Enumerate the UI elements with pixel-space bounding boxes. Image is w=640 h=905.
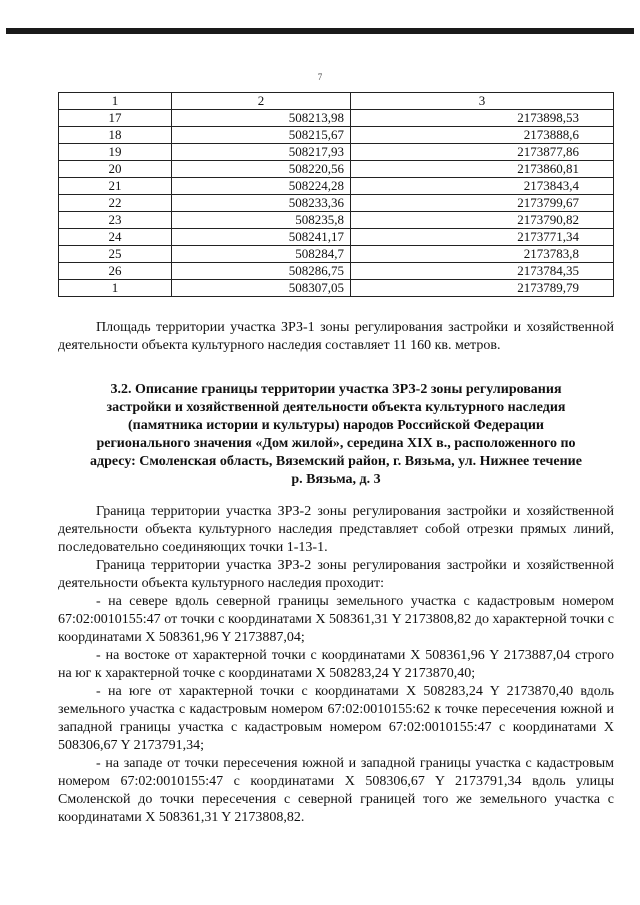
- heading-line: р. Вязьма, д. 3: [291, 472, 381, 487]
- table-row: [59, 144, 614, 161]
- point-number: 17: [59, 110, 172, 127]
- table-row: [59, 246, 614, 263]
- point-number: 21: [59, 178, 172, 195]
- table-row: [59, 263, 614, 280]
- coord-y: 2173790,82: [351, 212, 614, 229]
- heading-line: (памятника истории и культуры) народов Российской Федерации: [128, 418, 544, 433]
- boundary-south: - на юге от характерной точки с координатами X 508283,24 Y 2173870,40 вдоль земельного участка с кадастровым номером 67:02:0010155:62 к точке пересечения южной и западной границы участка с кадастровым номером 67:02:0010155:47 с координатами X 508306,67 Y 2173791,34;: [58, 684, 614, 753]
- section-heading: [58, 381, 614, 489]
- coord-y: 2173783,8: [351, 246, 614, 263]
- coord-x: 508213,98: [172, 110, 351, 127]
- page-number: 7: [317, 72, 323, 82]
- coord-x: 508241,17: [172, 229, 351, 246]
- area-paragraph: Площадь территории участка ЗРЗ-1 зоны регулирования застройки и хозяйственной деятельности объекта культурного наследия составляет 11 160 кв. метров.: [58, 320, 614, 353]
- coord-x: 508224,28: [172, 178, 351, 195]
- table-header-cell: 1: [59, 93, 172, 110]
- coord-y: 2173898,53: [351, 110, 614, 127]
- point-number: 25: [59, 246, 172, 263]
- coord-x: 508307,05: [172, 280, 351, 297]
- coord-x: 508235,8: [172, 212, 351, 229]
- point-number: 26: [59, 263, 172, 280]
- coord-y: 2173843,4: [351, 178, 614, 195]
- coord-y: 2173771,34: [351, 229, 614, 246]
- table-row: [59, 161, 614, 178]
- boundary-description-paragraph: Граница территории участка ЗРЗ-2 зоны регулирования застройки и хозяйственной деятельности объекта культурного наследия представляет собой отрезки прямых линий, последовательно соединяющих точки 1-13-1.: [58, 504, 614, 555]
- heading-line: регионального значения «Дом жилой», середина XIX в., расположенного по: [96, 436, 576, 451]
- boundary-route-intro: Граница территории участка ЗРЗ-2 зоны регулирования застройки и хозяйственной деятельности объекта культурного наследия проходит:: [58, 558, 614, 591]
- coord-y: 2173877,86: [351, 144, 614, 161]
- point-number: 1: [59, 280, 172, 297]
- coordinates-table: [58, 92, 614, 297]
- heading-line: застройки и хозяйственной деятельности объекта культурного наследия: [106, 400, 566, 415]
- table-row: [59, 229, 614, 246]
- coord-y: 2173784,35: [351, 263, 614, 280]
- coord-x: 508220,56: [172, 161, 351, 178]
- table-row: [59, 127, 614, 144]
- coord-x: 508215,67: [172, 127, 351, 144]
- coord-x: 508233,36: [172, 195, 351, 212]
- table-row: [59, 212, 614, 229]
- coord-y: 2173860,81: [351, 161, 614, 178]
- table-row: [59, 195, 614, 212]
- scan-edge-bar: [6, 28, 634, 34]
- coord-y: 2173789,79: [351, 280, 614, 297]
- heading-line: адресу: Смоленская область, Вяземский район, г. Вязьма, ул. Нижнее течение: [90, 454, 582, 469]
- table-row: [59, 110, 614, 127]
- boundary-north: - на севере вдоль северной границы земельного участка с кадастровым номером 67:02:0010155:47 от точки с координатами X 508361,31 Y 2173808,82 до характерной точки с координатами X 508361,96 Y 2173887,04;: [58, 594, 614, 645]
- coord-y: 2173888,6: [351, 127, 614, 144]
- point-number: 23: [59, 212, 172, 229]
- table-header-cell: 3: [351, 93, 614, 110]
- boundary-east: - на востоке от характерной точки с координатами X 508361,96 Y 2173887,04 строго на юг к характерной точке с координатами X 508283,24 Y 2173870,40;: [58, 648, 614, 681]
- point-number: 19: [59, 144, 172, 161]
- coord-x: 508217,93: [172, 144, 351, 161]
- area-section: [58, 319, 614, 355]
- table-row: [59, 178, 614, 195]
- coord-y: 2173799,67: [351, 195, 614, 212]
- point-number: 20: [59, 161, 172, 178]
- heading-line: 3.2. Описание границы территории участка ЗРЗ-2 зоны регулирования: [110, 382, 562, 397]
- boundary-west: - на западе от точки пересечения южной и западной границы участка с кадастровым номером 67:02:0010155:47 с координатами X 508306,67 Y 2173791,34 вдоль улицы Смоленской до точки пересечения с северной границей того же земельного участка с координатами X 508361,31 Y 2173808,82.: [58, 756, 614, 825]
- point-number: 22: [59, 195, 172, 212]
- table-header-cell: 2: [172, 93, 351, 110]
- point-number: 24: [59, 229, 172, 246]
- coord-x: 508286,75: [172, 263, 351, 280]
- body-section: [58, 503, 614, 827]
- table-row: [59, 280, 614, 297]
- point-number: 18: [59, 127, 172, 144]
- table-header-row: [59, 93, 614, 110]
- coord-x: 508284,7: [172, 246, 351, 263]
